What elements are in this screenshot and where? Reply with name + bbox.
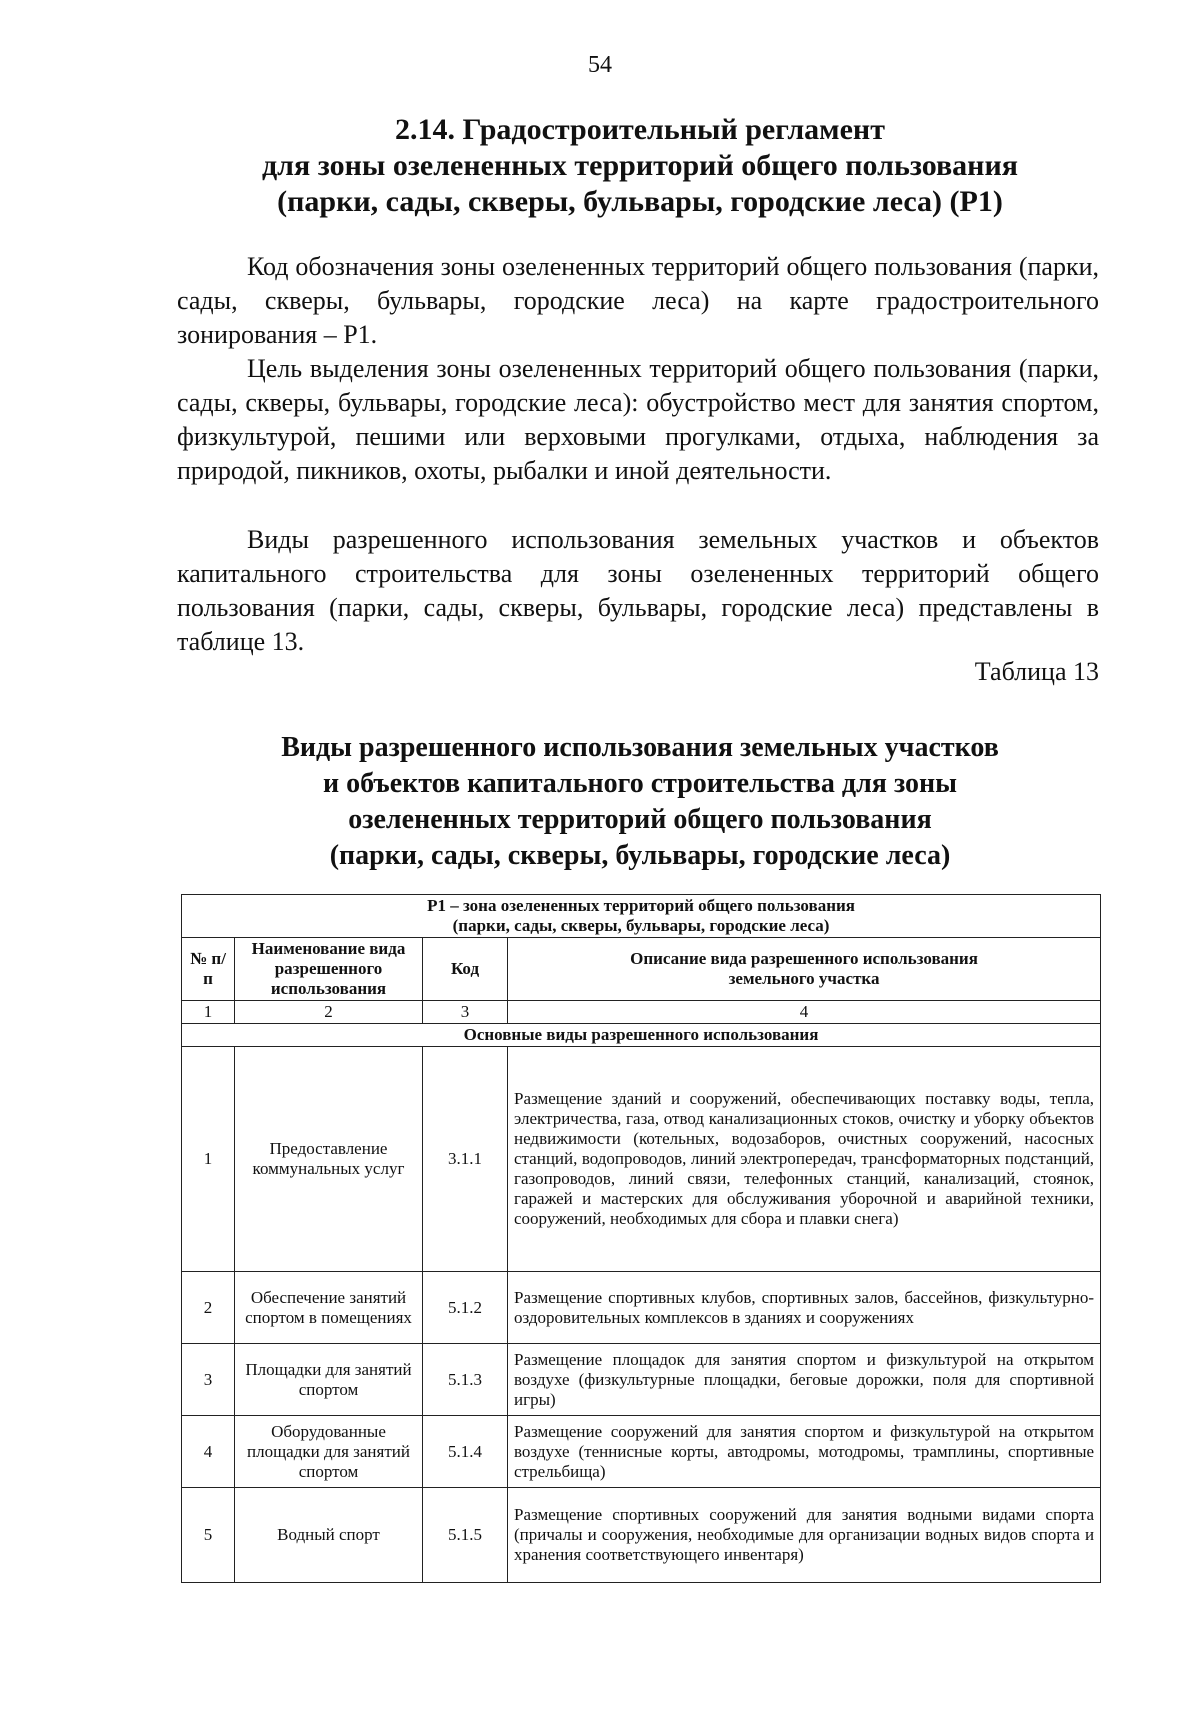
column-number: 4 (508, 1001, 1101, 1024)
row-name: Обеспечение занятий спортом в помещениях (235, 1272, 423, 1344)
section-heading-line: 2.14. Градостроительный регламент (395, 113, 885, 146)
page-number: 54 (588, 52, 612, 78)
table-row (182, 1416, 1101, 1488)
table-title-line: (парки, сады, скверы, бульвары, городские леса) (329, 840, 951, 871)
row-num: 3 (182, 1344, 235, 1416)
header-num: № п/п (182, 938, 235, 1001)
row-code: 5.1.5 (423, 1488, 508, 1583)
header-code: Код (423, 938, 508, 1001)
zone-header-cell (182, 895, 1101, 938)
table-title (180, 730, 1100, 874)
section-heading-line: (парки, сады, скверы, бульвары, городские леса) (Р1) (277, 185, 1003, 218)
column-header-row (182, 938, 1101, 1001)
table-row (182, 1488, 1101, 1583)
row-code: 5.1.3 (423, 1344, 508, 1416)
paragraph-zone-purpose: Цель выделения зоны озелененных территорий общего пользования (парки, сады, скверы, бульвары, городские леса): обустройство мест для занятия спортом, физкультурой, пешими или верховыми прогулками, отдыха, наблюдения за природой, пикников, охоты, рыбалки и иной деятельности. (177, 354, 1099, 485)
row-desc: Размещение сооружений для занятия спортом и физкультурой на открытом воздухе (теннисные корты, автодромы, мотодромы, трамплины, спортивные стрельбища) (508, 1416, 1101, 1488)
column-number-row (182, 1001, 1101, 1024)
row-name: Предоставление коммунальных услуг (235, 1047, 423, 1272)
row-num: 1 (182, 1047, 235, 1272)
row-num: 4 (182, 1416, 235, 1488)
zone-header-line: Р1 – зона озелененных территорий общего пользования (427, 896, 855, 915)
row-name: Водный спорт (235, 1488, 423, 1583)
table-row (182, 1272, 1101, 1344)
paragraph-zone-code: Код обозначения зоны озелененных территорий общего пользования (парки, сады, скверы, бульвары, городские леса) на карте градостроительного зонирования – Р1. (177, 252, 1099, 349)
row-desc: Размещение площадок для занятия спортом и физкультурой на открытом воздухе (физкультурные площадки, беговые дорожки, поля для спортивной игры) (508, 1344, 1101, 1416)
table-title-line: Виды разрешенного использования земельных участков (281, 732, 999, 763)
table-title-line: и объектов капитального строительства для зоны (322, 768, 958, 799)
column-number: 3 (423, 1001, 508, 1024)
column-number: 1 (182, 1001, 235, 1024)
header-desc: Описание вида разрешенного использования земельного участка (508, 938, 1101, 1001)
table-title-line: озелененных территорий общего пользования (348, 804, 932, 835)
zone-header-row (182, 895, 1101, 938)
header-name: Наименование вида разрешенного использования (235, 938, 423, 1001)
table-row (182, 1047, 1101, 1272)
section-row (182, 1024, 1101, 1047)
row-code: 3.1.1 (423, 1047, 508, 1272)
section-label: Основные виды разрешенного использования (182, 1024, 1101, 1047)
paragraph-usage-types: Виды разрешенного использования земельных участков и объектов капитального строительства для зоны озелененных территорий общего пользования (парки, сады, скверы, бульвары, городские леса) представлены в таблице 13. (177, 525, 1099, 656)
table-row (182, 1344, 1101, 1416)
section-heading-line: для зоны озелененных территорий общего пользования (262, 149, 1018, 182)
row-desc: Размещение спортивных сооружений для занятия водными видами спорта (причалы и сооружения, необходимые для организации водных видов спорта и хранения соответствующего инвентаря) (508, 1488, 1101, 1583)
table-label: Таблица 13 (974, 657, 1099, 686)
usage-types-table (181, 894, 1101, 1583)
row-name: Площадки для занятий спортом (235, 1344, 423, 1416)
row-name: Оборудованные площадки для занятий спортом (235, 1416, 423, 1488)
row-desc: Размещение спортивных клубов, спортивных залов, бассейнов, физкультурно-оздоровительных комплексов в зданиях и сооружениях (508, 1272, 1101, 1344)
column-number: 2 (235, 1001, 423, 1024)
section-heading (180, 112, 1100, 220)
row-code: 5.1.2 (423, 1272, 508, 1344)
row-desc: Размещение зданий и сооружений, обеспечивающих поставку воды, тепла, электричества, газа, отвод канализационных стоков, очистку и уборку объектов недвижимости (котельных, водозаборов, очистных сооружений, насосных станций, водопроводов, линий электропередач, трансформаторных подстанций, газопроводов, линий связи, телефонных станций, канализаций, стоянок, гаражей и мастерских для обслуживания уборочной и аварийной техники, сооружений, необходимых для сбора и плавки снега) (508, 1047, 1101, 1272)
row-code: 5.1.4 (423, 1416, 508, 1488)
row-num: 5 (182, 1488, 235, 1583)
row-num: 2 (182, 1272, 235, 1344)
zone-header-line: (парки, сады, скверы, бульвары, городские леса) (452, 916, 830, 935)
